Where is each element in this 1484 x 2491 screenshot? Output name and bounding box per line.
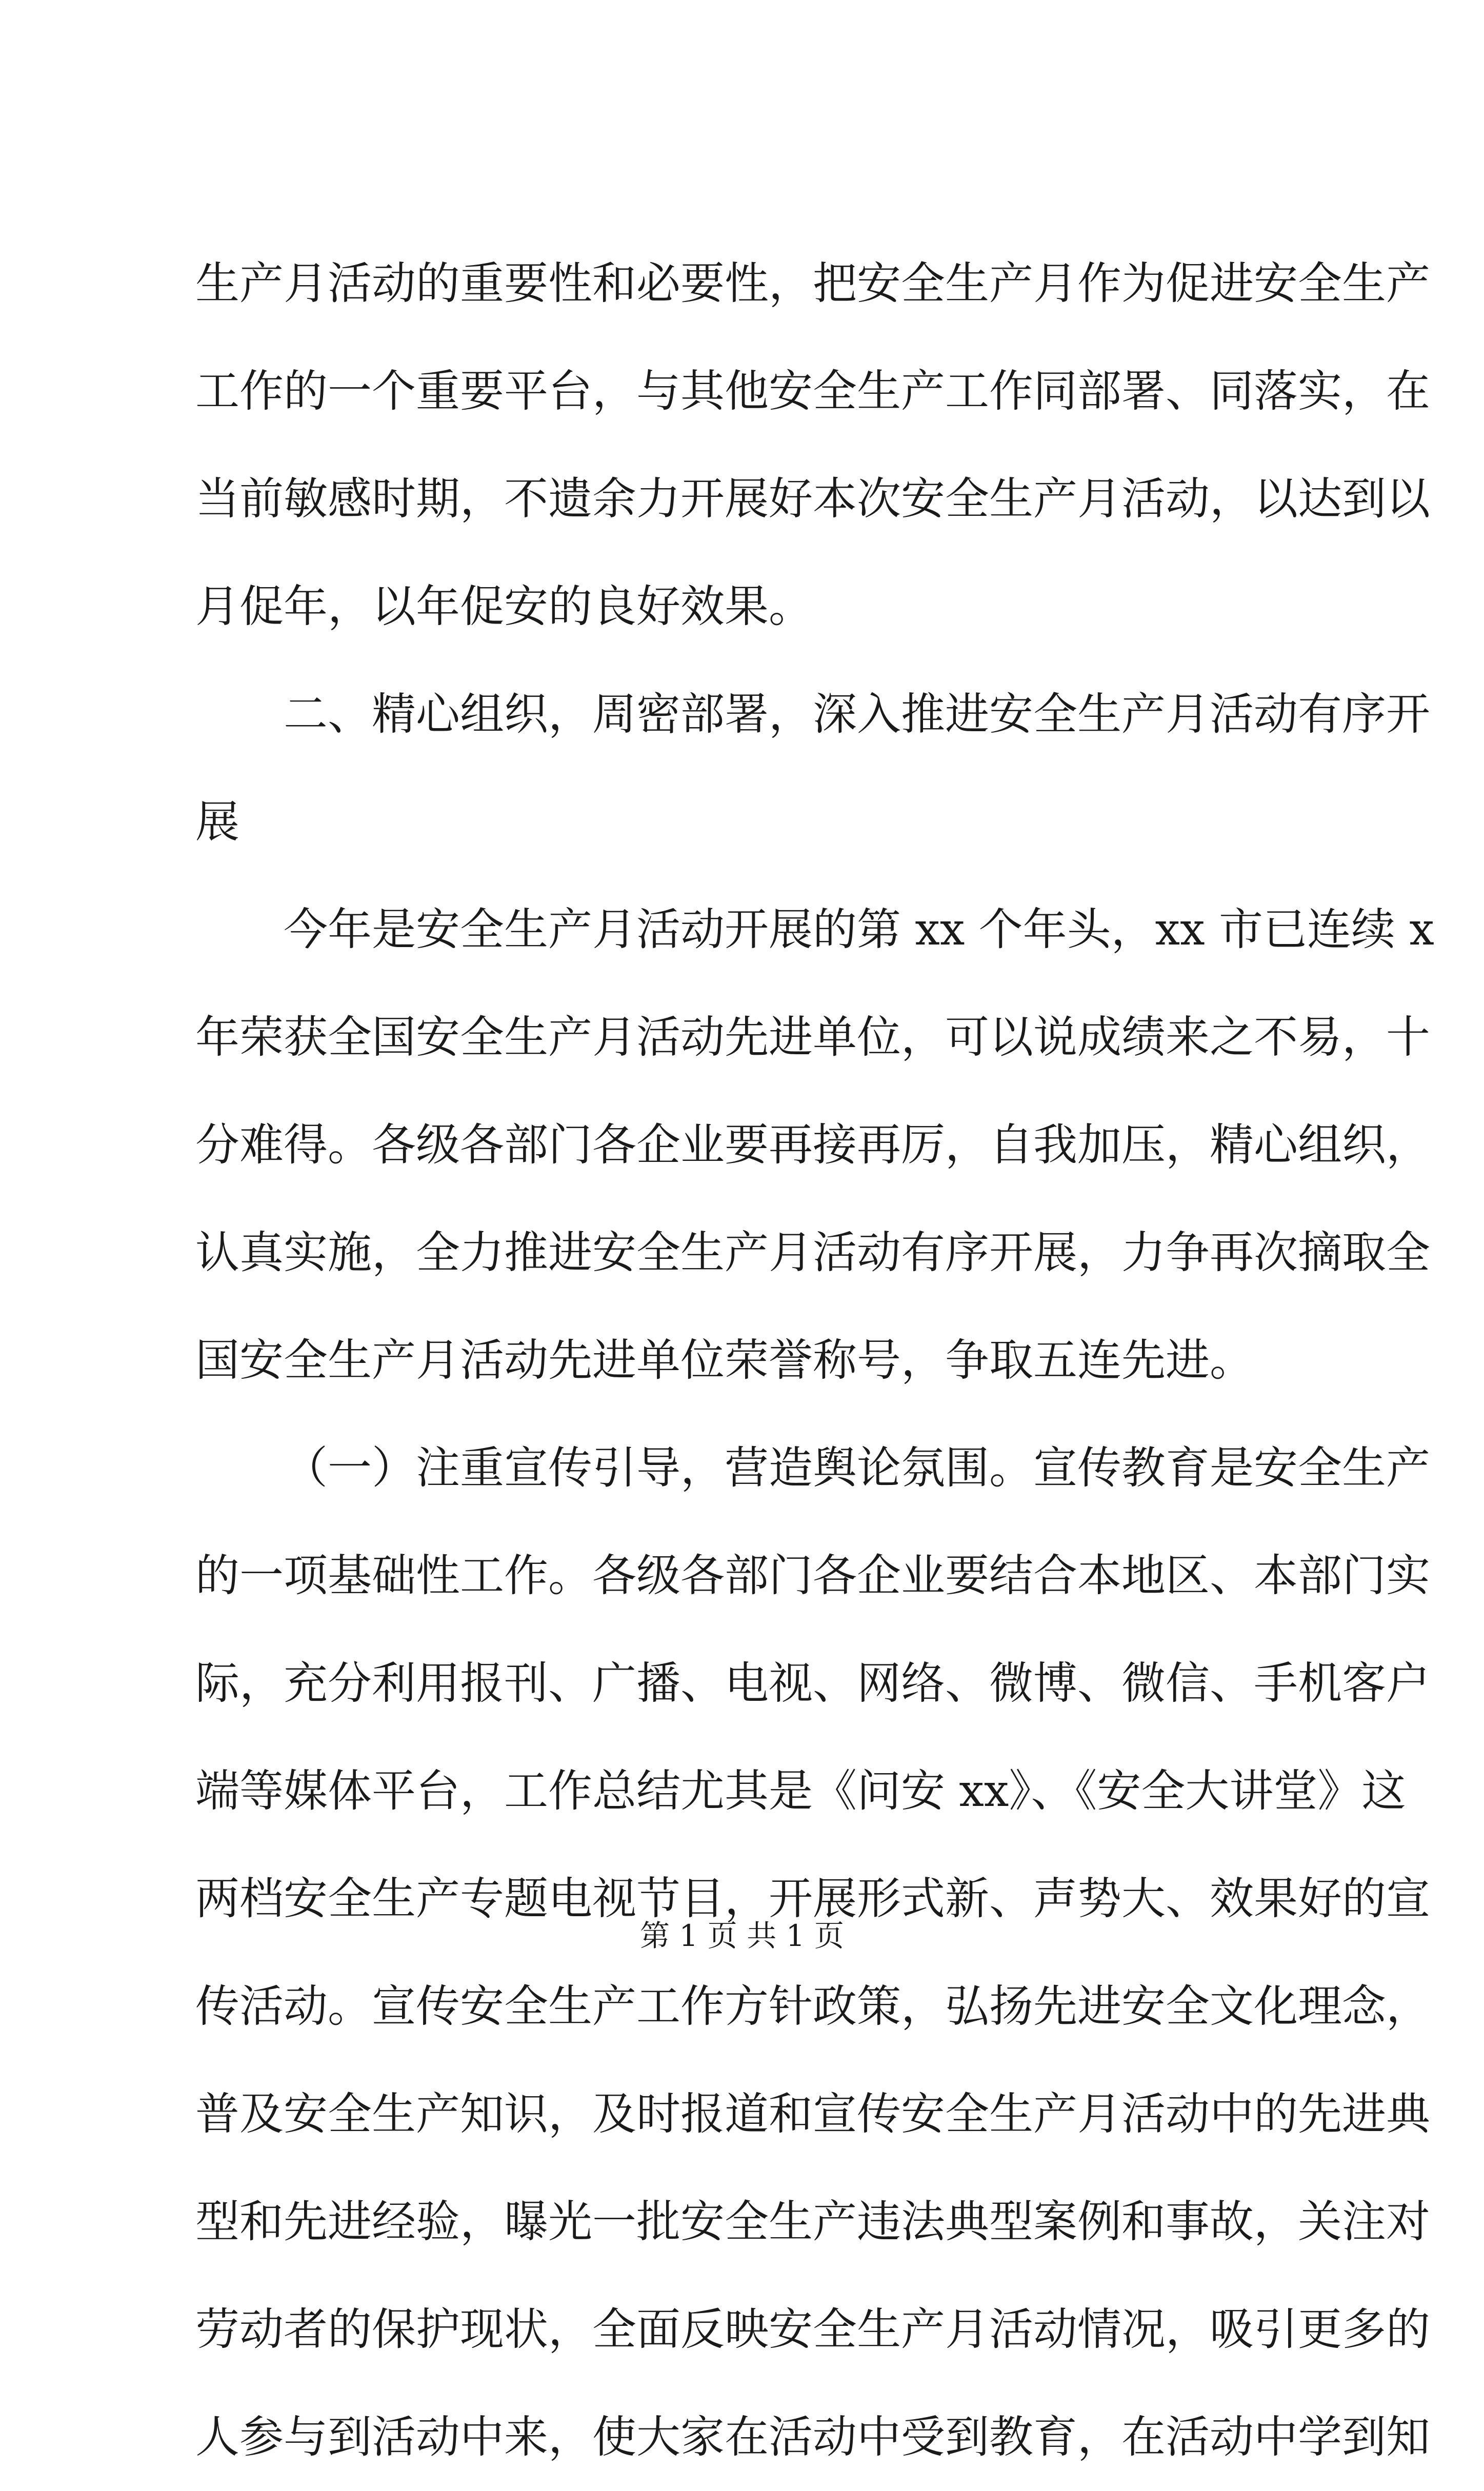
text-line: 的一项基础性工作。各级各部门各企业要结合本地区、本部门实: [195, 1550, 1430, 1601]
text-line: 国安全生产月活动先进单位荣誉称号，争取五连先进。: [195, 1335, 1254, 1386]
text-line: 年荣获全国安全生产月活动先进单位，可以说成绩来之不易，十: [195, 1012, 1430, 1063]
text-line: （一）注重宣传引导，营造舆论氛围。宣传教育是安全生产: [284, 1442, 1430, 1494]
text-line: 传活动。宣传安全生产工作方针政策，弘扬先进安全文化理念，: [195, 1981, 1430, 2032]
page-footer: [0, 1915, 1484, 1956]
text-line: 今年是安全生产月活动开展的第 xx 个年头，xx 市已连续 x: [284, 904, 1434, 955]
text-line: 两档安全生产专题电视节目，开展形式新、声势大、效果好的宣: [195, 1873, 1430, 1924]
text-line: 人参与到活动中来，使大家在活动中受到教育，在活动中学到知: [195, 2412, 1430, 2463]
text-line: 生产月活动的重要性和必要性，把安全生产月作为促进安全生产: [195, 258, 1430, 309]
document-body: [195, 230, 1434, 2491]
text-line: 际，充分利用报刊、广播、电视、网络、微博、微信、手机客户: [195, 1658, 1430, 1709]
text-line: 当前敏感时期，不遗余力开展好本次安全生产月活动，以达到以: [195, 473, 1430, 525]
text-line: 分难得。各级各部门各企业要再接再厉，自我加压，精心组织，: [195, 1119, 1430, 1171]
text-line: 端等媒体平台，工作总结尤其是《问安 xx》、《安全大讲堂》这: [195, 1765, 1406, 1817]
text-line: 工作的一个重要平台，与其他安全生产工作同部署、同落实，在: [195, 366, 1430, 417]
text-line: 型和先进经验，曝光一批安全生产违法典型案例和事故，关注对: [195, 2196, 1430, 2247]
text-line: 月促年，以年促安的良好效果。: [195, 581, 813, 632]
text-line: 普及安全生产知识，及时报道和宣传安全生产月活动中的先进典: [195, 2088, 1430, 2140]
section-heading-line: 展: [195, 796, 239, 848]
text-line: 认真实施，全力推进安全生产月活动有序开展，力争再次摘取全: [195, 1227, 1430, 1278]
text-line: 劳动者的保护现状，全面反映安全生产月活动情况，吸引更多的: [195, 2304, 1430, 2355]
section-heading-line: 二、精心组织，周密部署，深入推进安全生产月活动有序开: [284, 689, 1430, 740]
page-number-label: 第 1 页 共 1 页: [640, 1918, 844, 1953]
